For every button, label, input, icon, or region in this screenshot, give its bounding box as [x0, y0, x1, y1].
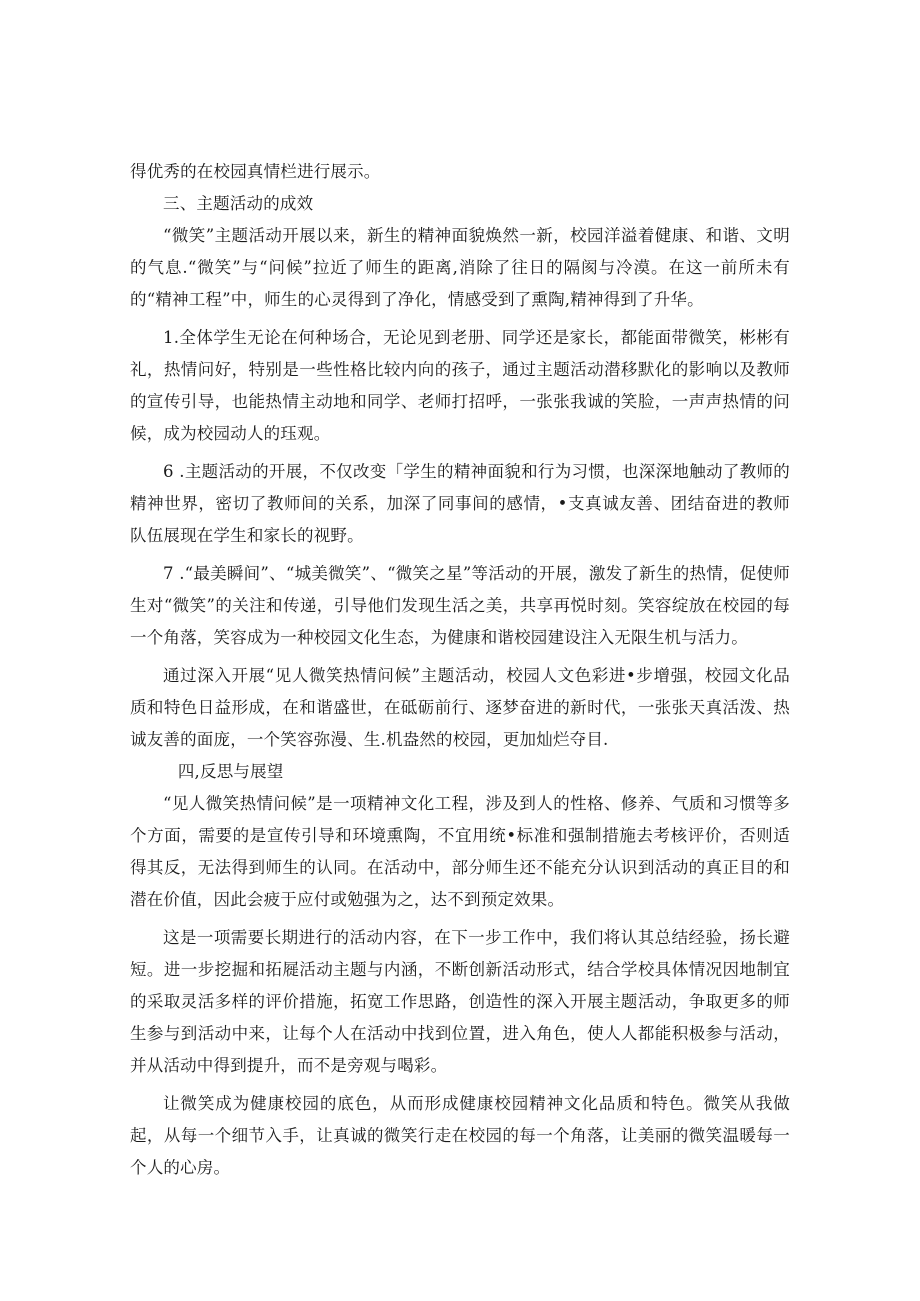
paragraph-reflection-2: 这是一项需要长期进行的活动内容，在下一步工作中，我们将认其总结经验，扬长避短。进一步挖掘和拓屣活动主题与内涵，不断创新活动形式，结合学校具体情况因地制宜的采取灵活多样的评价措施，拓宽工作思路，创造性的深入开展主题活动，争取更多的师生参与到活动中来，让每个人在活动中找到位置，进入角色，使人人都能积极参与活动，并从活动中得到提升，而不是旁观与喝彩。	[130, 928, 790, 1075]
paragraph-reflection-1: “见人微笑热情问候”是一项精神文化工程，涉及到人的性格、修养、气质和习惯等多个方面，需要的是宣传引导和环境熏陶，不宜用统•标准和强制措施去考核评价，否则适得其反，无法得到师生的认同。在活动中，部分师生还不能充分认识到活动的真正目的和潜在价值，因此会疲于应付或勉强为之，达不到预定效果。	[130, 794, 790, 909]
paragraph-results-point-3: 7 .“最美瞬间”、“城美微笑”、“微笑之星”等活动的开展，激发了新生的热情，促使师生对“微笑”的关注和传递，引导他们发现生活之美，共享再悦时刻。笑容绽放在校园的每一个角落，笑容成为一种校园文化生态，为健康和谐校园建设注入无限生机与活力。	[130, 564, 790, 647]
paragraph-results-point-2: 6 .主题活动的开展，不仅改变「学生的精神面貌和行为习惯，也深深地触动了教师的精神世界，密切了教师间的关系，加深了同事间的感情，•支真诚友善、团结奋进的教师队伍展现在学生和家长的视野。	[130, 462, 790, 545]
paragraph-results-intro: “微笑”主题活动开展以来，新生的精神面貌焕然一新，校园洋溢着健康、和谐、文明的气息.“微笑”与“问候”拉近了师生的距离,消除了往日的隔阂与冷漠。在这一前所未有的“精神工程”中，师生的心灵得到了净化，情感受到了熏陶,精神得到了升华。	[130, 226, 790, 309]
paragraph-continuation: 得优秀的在校园真情栏进行展示。	[130, 162, 381, 181]
paragraph-results-summary: 通过深入开展“见人微笑热情问候”主题活动，校园人文色彩进•步增强，校园文化品质和特色日益形成，在和谐盛世，在砥砺前行、逐梦奋进的新时代，一张张天真活泼、热诚友善的面庞，一个笑容弥漫、生.机盎然的校园，更加灿烂夺目.	[130, 666, 790, 749]
paragraph-closing: 让微笑成为健康校园的底色，从而形成健康校园精神文化品质和特色。微笑从我做起，从每一个细节入手，让真诚的微笑行走在校园的每一个角落，让美丽的微笑温暖每一个人的心房。	[130, 1094, 790, 1177]
section-heading-reflection: 四,反思与展望	[177, 762, 284, 781]
paragraph-results-point-1: 1.全体学生无论在何种场合，无论见到老册、同学还是家长，都能面带微笑，彬彬有礼，热情问好，特别是一些性格比较内向的孩子，通过主题活动潜移默化的影响以及教师的宣传引导，也能热情主动地和同学、老师打招呼，一张张我诚的笑脸，一声声热情的问候，成为校园动人的珏观。	[130, 328, 790, 443]
section-heading-results: 三、主题活动的成效	[163, 194, 314, 213]
document-body	[130, 156, 790, 1184]
